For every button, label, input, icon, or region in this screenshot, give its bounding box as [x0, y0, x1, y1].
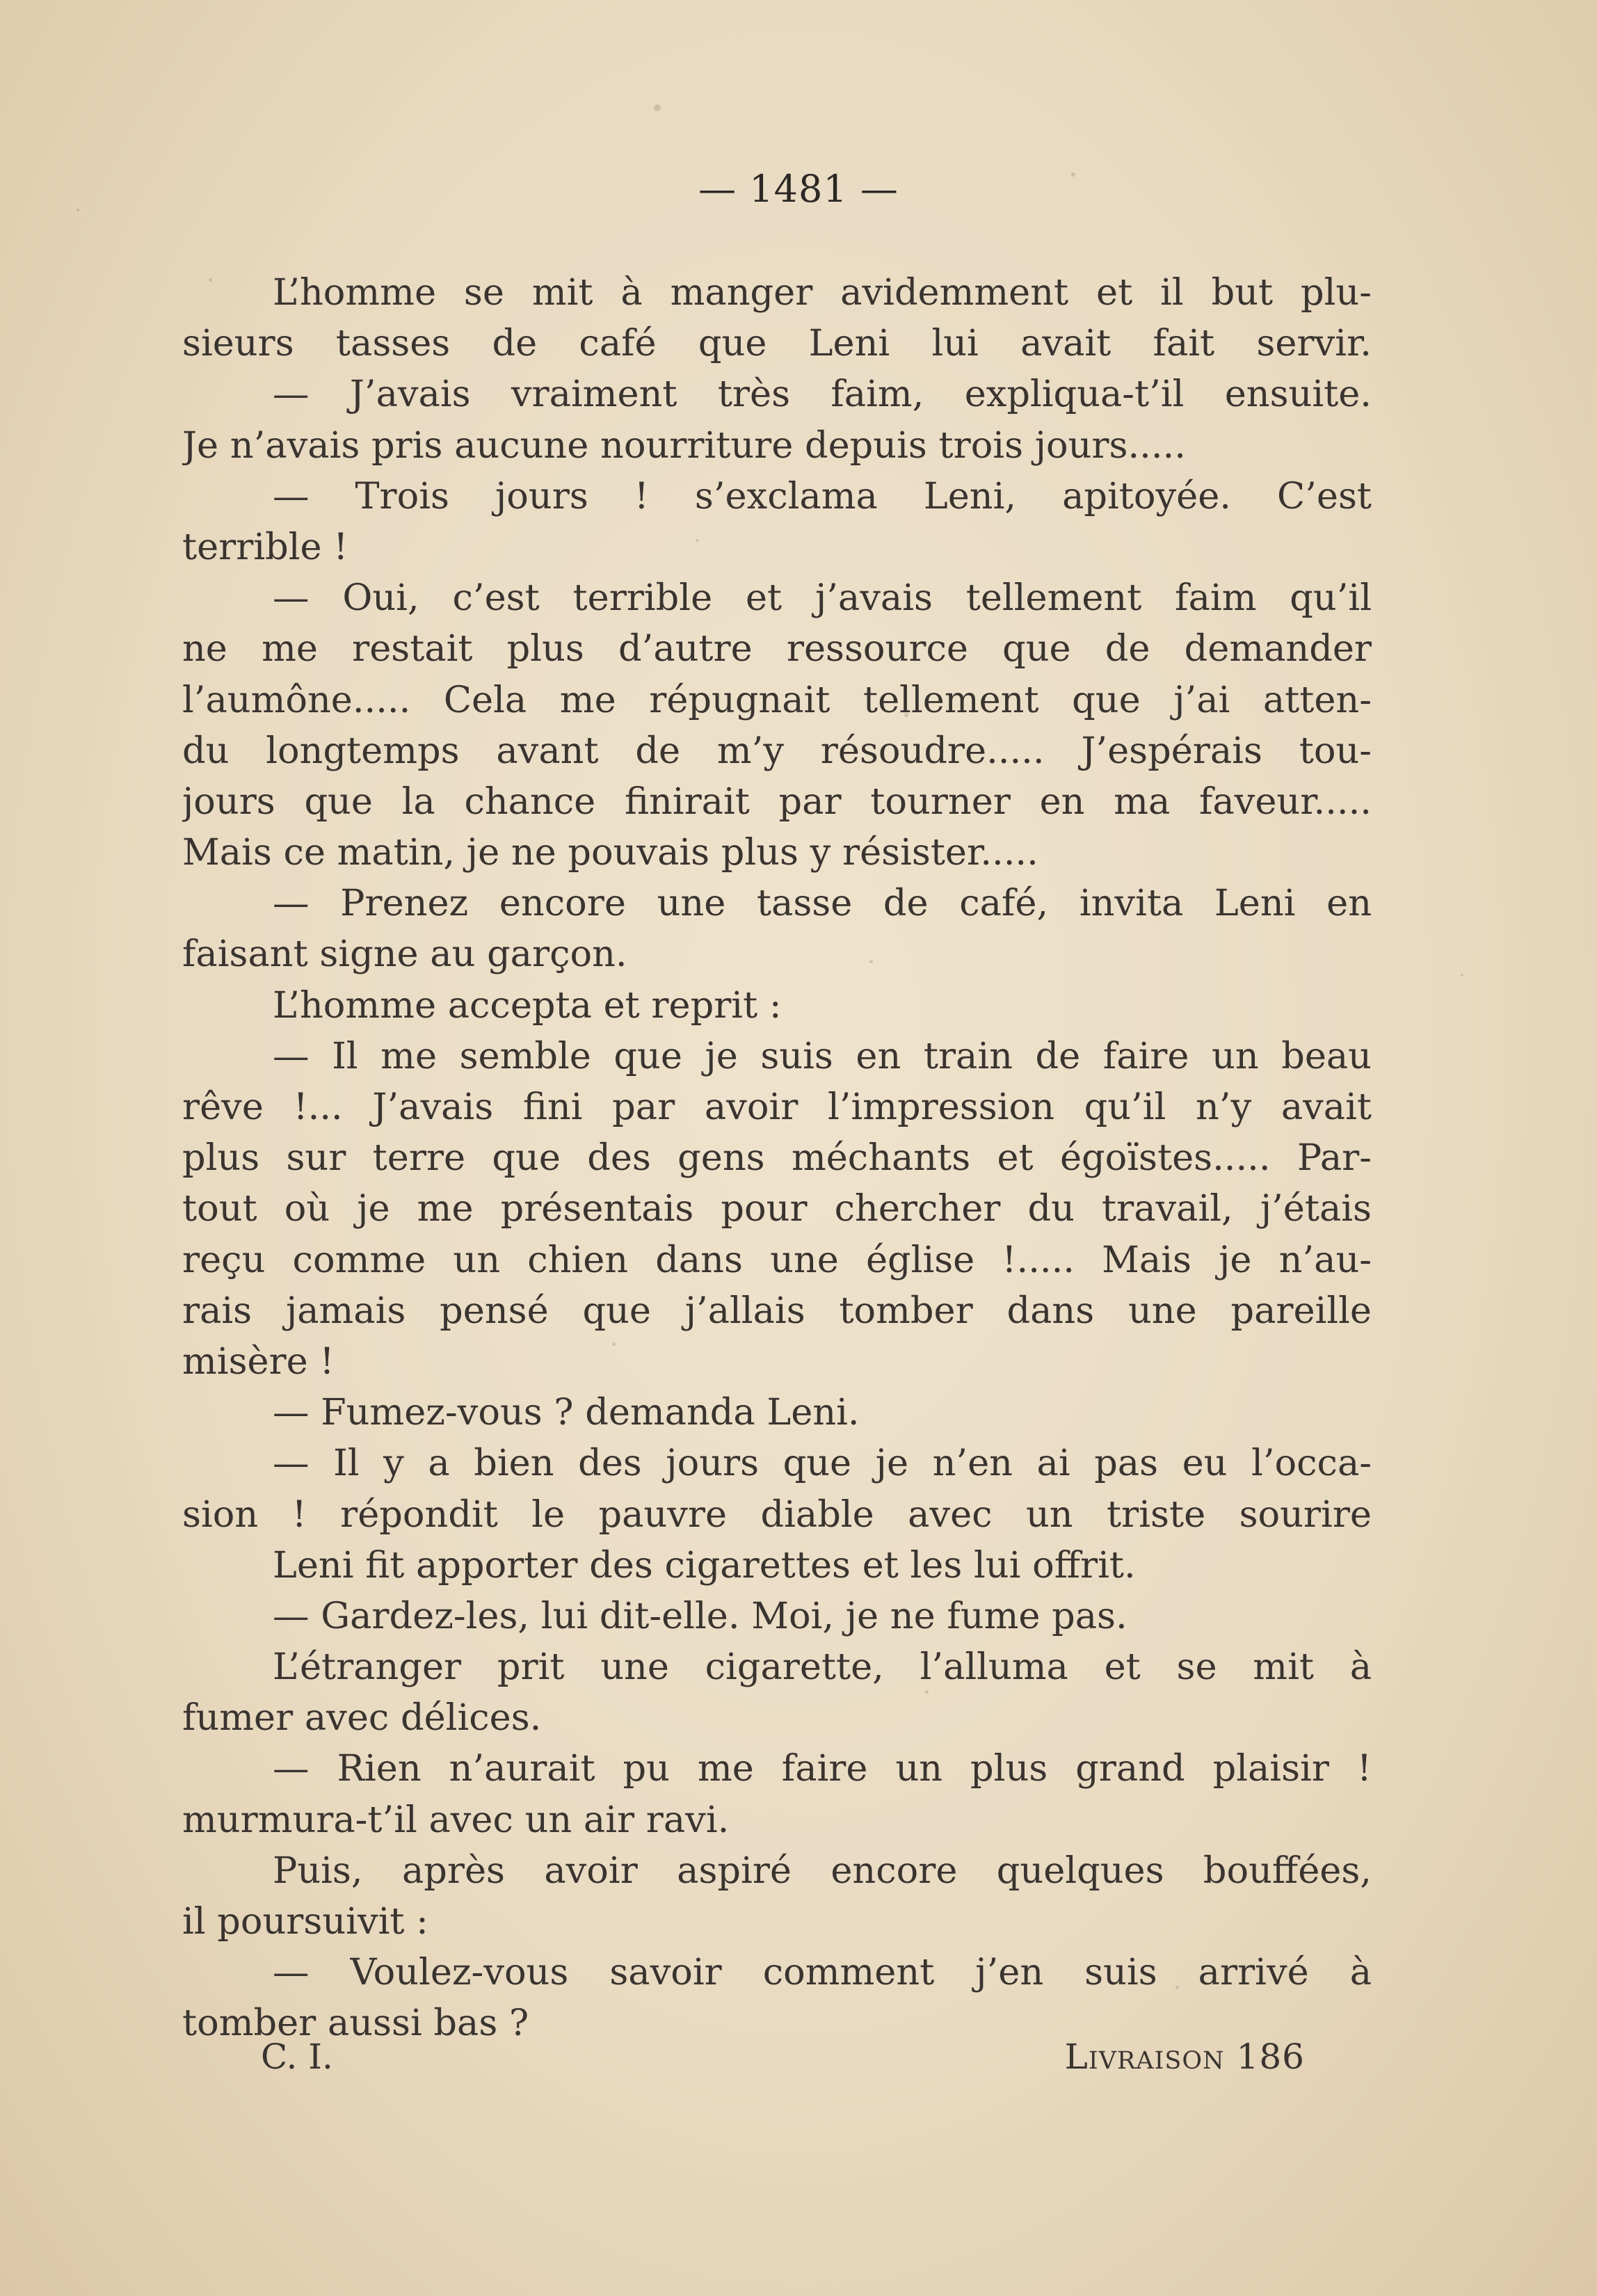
paper-speck [654, 104, 661, 111]
text-line: L’étranger prit une cigarette, l’alluma et se mit à [273, 1646, 1372, 1689]
text-line: terrible ! [182, 525, 348, 568]
text-line: L’homme accepta et reprit : [273, 984, 782, 1027]
text-line: plus sur terre que des gens méchants et égoïstes..... Par- [182, 1137, 1372, 1180]
text-line: rais jamais pensé que j’allais tomber dans une pareille [182, 1289, 1372, 1332]
paper-speck [209, 278, 212, 282]
text-line: du longtemps avant de m’y résoudre..... J’espérais tou- [182, 729, 1372, 772]
text-line: reçu comme un chien dans une église !..... Mais je n’au- [182, 1238, 1372, 1281]
text-line: faisant signe au garçon. [182, 933, 627, 976]
text-line: l’aumône..... Cela me répugnait tellement que j’ai atten- [182, 678, 1372, 721]
paper-speck [925, 1690, 929, 1694]
text-line: Je n’avais pris aucune nourriture depuis trois jours..... [182, 424, 1186, 467]
text-line: ne me restait plus d’autre ressource que de demander [182, 627, 1372, 671]
text-line: — Prenez encore une tasse de café, invita Leni en [273, 882, 1372, 925]
text-line: — J’avais vraiment très faim, expliqua-t’il ensuite. [273, 373, 1372, 416]
text-line: Mais ce matin, je ne pouvais plus y résister..... [182, 831, 1038, 874]
text-line: — Il me semble que je suis en train de faire un beau [273, 1034, 1372, 1077]
livraison-label: Livraison 186 [1064, 2037, 1305, 2077]
paper-speck [77, 209, 79, 211]
text-line: murmura-t’il avec un air ravi. [182, 1798, 730, 1841]
text-line: Leni fit apporter des cigarettes et les lui offrit. [273, 1543, 1136, 1587]
text-line: — Trois jours ! s’exclama Leni, apitoyée. C’est [273, 474, 1372, 517]
text-line: tomber aussi bas ? [182, 2002, 529, 2045]
text-line: Puis, après avoir aspiré encore quelques bouffées, [273, 1849, 1372, 1892]
page-number: — 1481 — [698, 167, 899, 211]
text-line: L’homme se mit à manger avidemment et il but plu- [273, 271, 1372, 314]
paper-speck [869, 960, 873, 963]
page-footer [0, 2037, 1597, 2092]
body-text [182, 267, 1372, 2049]
text-line: — Voulez-vous savoir comment j’en suis arrivé à [273, 1951, 1372, 1994]
signature-mark: C. I. [261, 2037, 333, 2077]
text-line: misère ! [182, 1340, 335, 1383]
text-line: sieurs tasses de café que Leni lui avait fait servir. [182, 322, 1372, 365]
text-line: — Il y a bien des jours que je n’en ai pas eu l’occa- [273, 1442, 1372, 1485]
text-line: jours que la chance finirait par tourner en ma faveur..... [182, 780, 1372, 823]
paper-speck [1461, 974, 1463, 977]
paper-speck [904, 713, 908, 717]
text-line: — Fumez-vous ? demanda Leni. [273, 1391, 860, 1434]
paper-speck [1071, 172, 1075, 177]
paper-speck [1175, 1986, 1179, 1989]
text-line: — Oui, c’est terrible et j’avais tellement faim qu’il [273, 577, 1372, 620]
text-line: sion ! répondit le pauvre diable avec un triste sourire [182, 1493, 1372, 1536]
text-line: rêve !... J’avais fini par avoir l’impression qu’il n’y avait [182, 1086, 1372, 1128]
paper-speck [696, 539, 698, 542]
text-line: tout où je me présentais pour chercher du travail, j’étais [182, 1187, 1372, 1230]
text-line: — Rien n’aurait pu me faire un plus grand plaisir ! [273, 1747, 1372, 1790]
paper-speck [612, 1342, 616, 1346]
text-line: — Gardez-les, lui dit-elle. Moi, je ne fume pas. [273, 1594, 1127, 1637]
text-line: fumer avec délices. [182, 1696, 542, 1740]
text-line: il poursuivit : [182, 1900, 428, 1943]
